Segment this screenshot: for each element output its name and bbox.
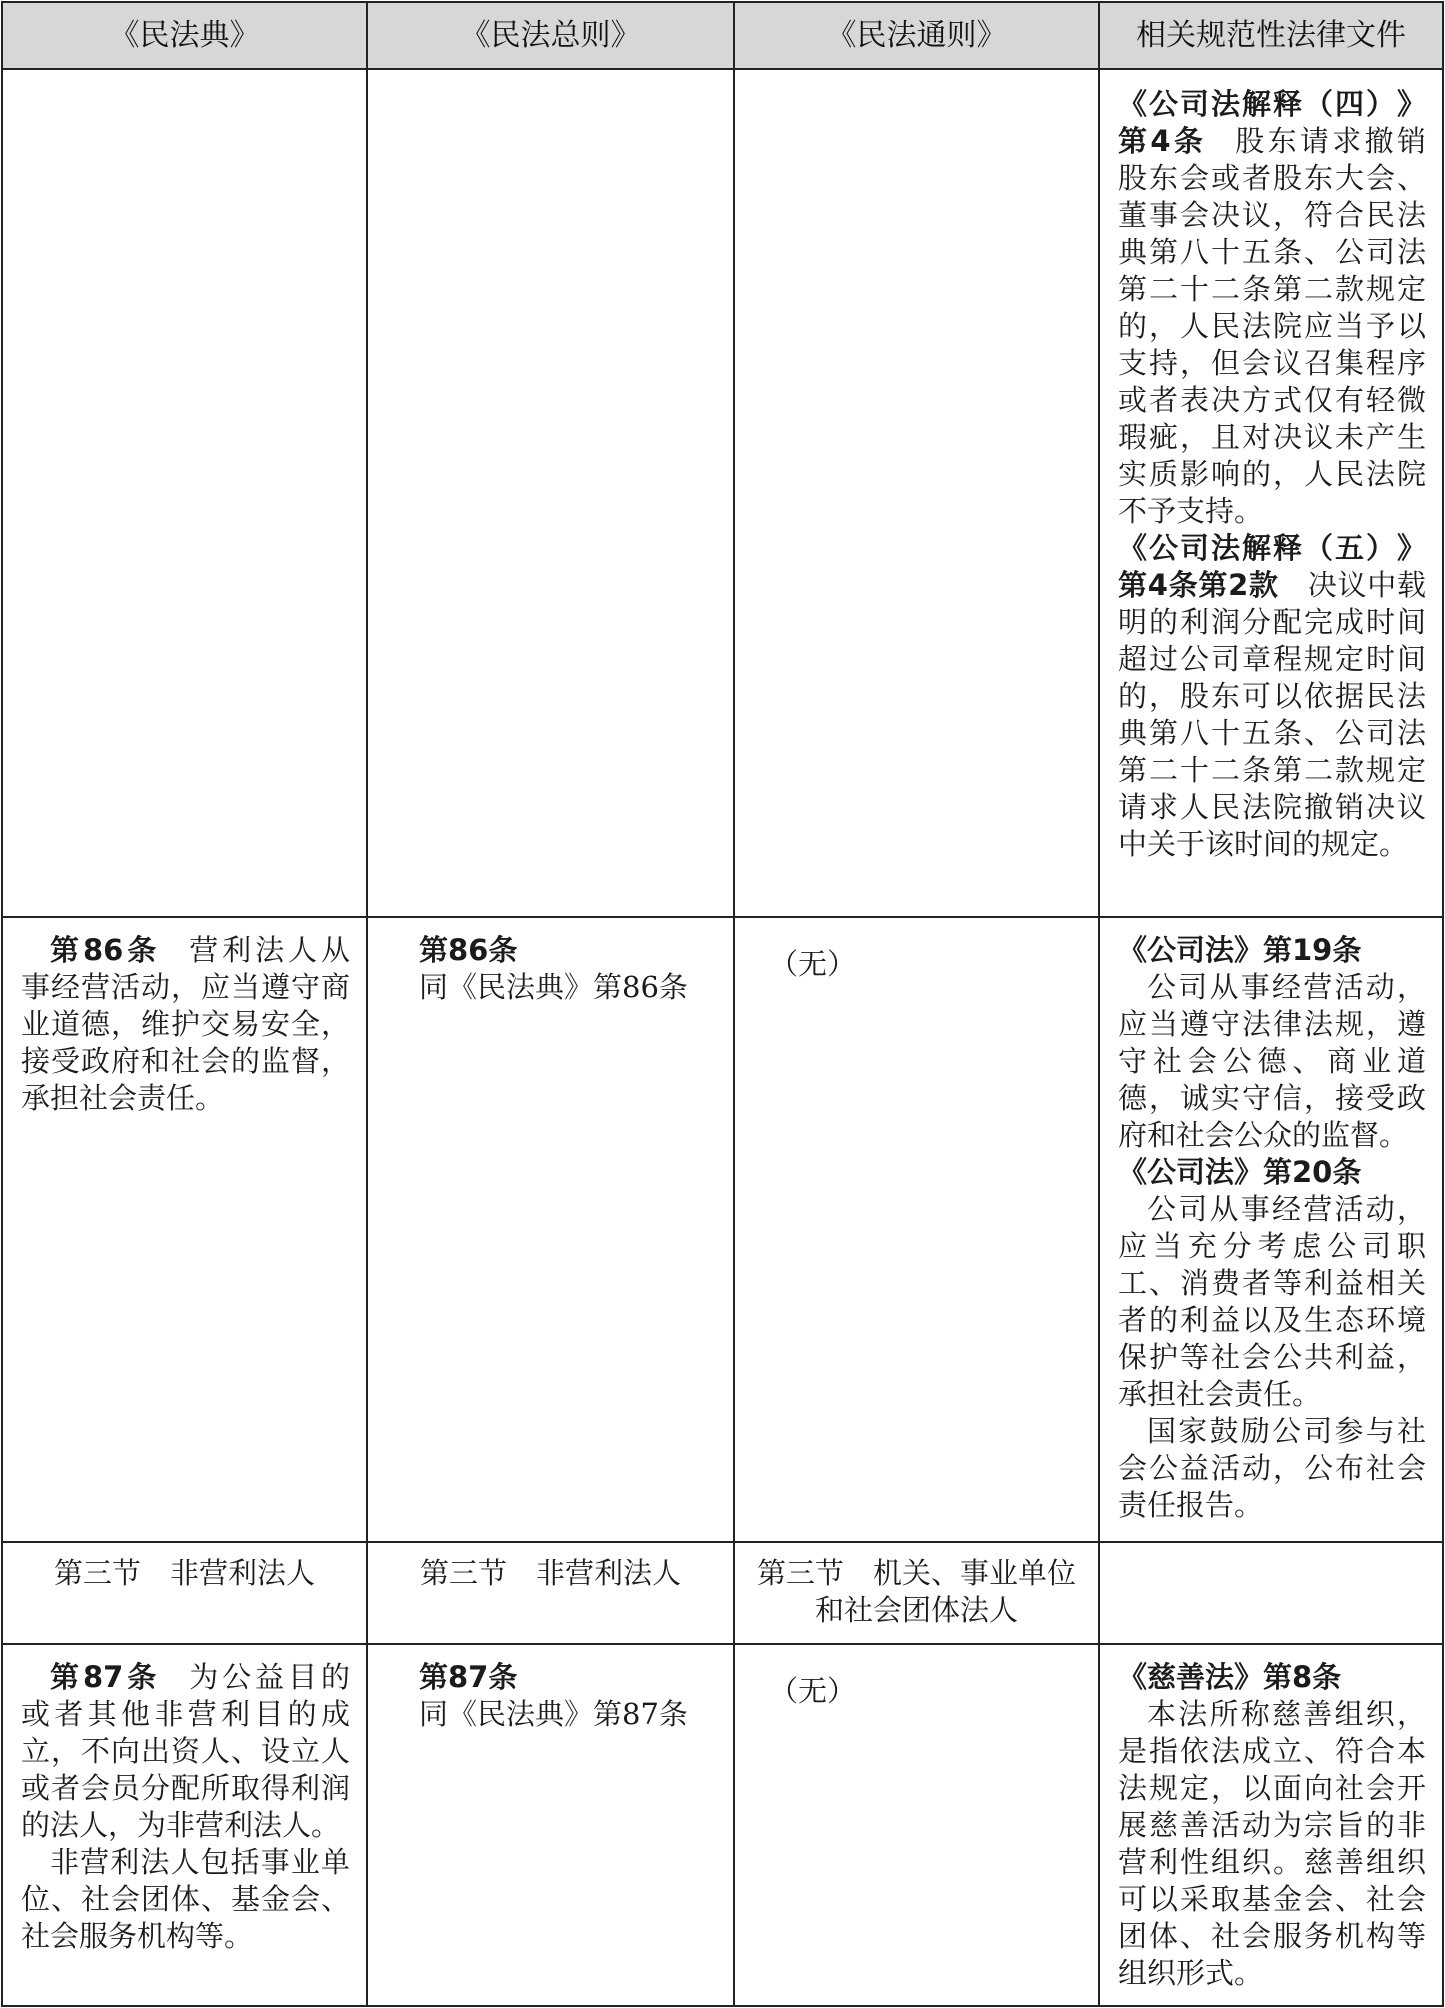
row-3-cell-general-principles: [735, 1543, 1098, 1643]
row-2-cell-civil-code: [3, 918, 366, 1541]
citation-heading: [1118, 1659, 1426, 1696]
header-cell-related-documents: [1100, 3, 1442, 68]
none-marker: （无）: [769, 1674, 857, 1708]
related-article-paragraph: [1118, 530, 1426, 863]
citation-lead: 《公司法解释（五）》第4条第2款: [1118, 531, 1426, 602]
row-2-cell-general-provisions: [368, 918, 733, 1541]
article-number-line: [419, 932, 717, 969]
row-2-cell-general-principles: [735, 918, 1098, 1541]
article-number: 第87条: [50, 1660, 161, 1694]
article-number: 第87条: [419, 1660, 518, 1694]
article-body: 公司从事经营活动，应当充分考虑公司职工、消费者等利益相关者的利益以及生态环境保护等社会公共利益，承担社会责任。: [1118, 1192, 1426, 1411]
article-body: 本法所称慈善组织，是指依法成立、符合本法规定，以面向社会开展慈善活动为宗旨的非营利性组织。慈善组织可以采取基金会、社会团体、社会服务机构等组织形式。: [1118, 1697, 1426, 1990]
article-paragraph: 非营利法人包括事业单位、社会团体、基金会、社会服务机构等。: [21, 1845, 350, 1953]
header-cell-general-principles: [735, 3, 1098, 68]
row-3-cell-civil-code: [3, 1543, 366, 1643]
row-1-cell-civil-code: [3, 70, 366, 916]
header-cell-general-provisions: [368, 3, 733, 68]
none-marker: （无）: [769, 947, 857, 981]
article-paragraph: [21, 932, 350, 1117]
row-3-cell-related-documents: [1100, 1543, 1442, 1643]
related-article-paragraph: [1118, 86, 1426, 530]
row-1-cell-related-documents: [1100, 70, 1442, 916]
row-4-cell-civil-code: [3, 1645, 366, 2005]
article-text: 股东请求撤销股东会或者股东大会、董事会决议，符合民法典第八十五条、公司法第二十二条第二款规定的，人民法院应当予以支持，但会议召集程序或者表决方式仅有轻微瑕疵，且对决议未产生实质影响的，人民法院不予支持。: [1118, 124, 1426, 528]
header-general-provisions-label: 《民法总则》: [460, 18, 641, 53]
article-paragraph: [21, 1659, 350, 1844]
section-heading: 第三节 机关、事业单位和社会团体法人: [756, 1556, 1076, 1627]
citation-heading: [1118, 932, 1426, 969]
row-1-cell-general-principles: [735, 70, 1098, 916]
citation-lead: 《公司法》第20条: [1118, 1155, 1362, 1189]
article-text: 为公益目的或者其他非营利目的成立，不向出资人、设立人或者会员分配所取得利润的法人，为非营利法人。: [21, 1660, 350, 1842]
citation-lead: 《公司法》第19条: [1118, 933, 1362, 967]
citation-lead: 《慈善法》第8条: [1118, 1660, 1342, 1694]
header-cell-civil-code: [3, 3, 366, 68]
article-body: 公司从事经营活动，应当遵守法律法规，遵守社会公德、商业道德，诚实守信，接受政府和社会公众的监督。: [1118, 970, 1426, 1152]
article-text-line: 同《民法典》第87条: [419, 1697, 688, 1731]
row-4-cell-related-documents: [1100, 1645, 1442, 2005]
row-2-cell-related-documents: [1100, 918, 1442, 1541]
section-heading: 第三节 非营利法人: [419, 1556, 681, 1590]
header-civil-code-label: 《民法典》: [109, 18, 260, 53]
article-number: 第86条: [419, 933, 518, 967]
section-heading: 第三节 非营利法人: [53, 1556, 315, 1590]
article-number-line: [419, 1659, 717, 1696]
article-text-line: 同《民法典》第86条: [419, 970, 688, 1004]
citation-heading: [1118, 1154, 1426, 1191]
article-text: 决议中载明的利润分配完成时间超过公司章程规定时间的，股东可以依据民法典第八十五条、公司法第二十二条第二款规定请求人民法院撤销决议中关于该时间的规定。: [1118, 568, 1426, 861]
article-text: 营利法人从事经营活动，应当遵守商业道德，维护交易安全，接受政府和社会的监督，承担社会责任。: [21, 933, 350, 1115]
row-3-cell-general-provisions: [368, 1543, 733, 1643]
header-general-principles-label: 《民法通则》: [826, 18, 1007, 53]
law-comparison-table: [1, 1, 1444, 2007]
row-4-cell-general-provisions: [368, 1645, 733, 2005]
article-number: 第86条: [50, 933, 161, 967]
article-body: 国家鼓励公司参与社会公益活动，公布社会责任报告。: [1118, 1414, 1426, 1522]
row-4-cell-general-principles: [735, 1645, 1098, 2005]
header-related-documents-label: 相关规范性法律文件: [1136, 18, 1406, 53]
citation-lead: 《公司法解释（四）》第4条: [1118, 87, 1426, 158]
row-1-cell-general-provisions: [368, 70, 733, 916]
